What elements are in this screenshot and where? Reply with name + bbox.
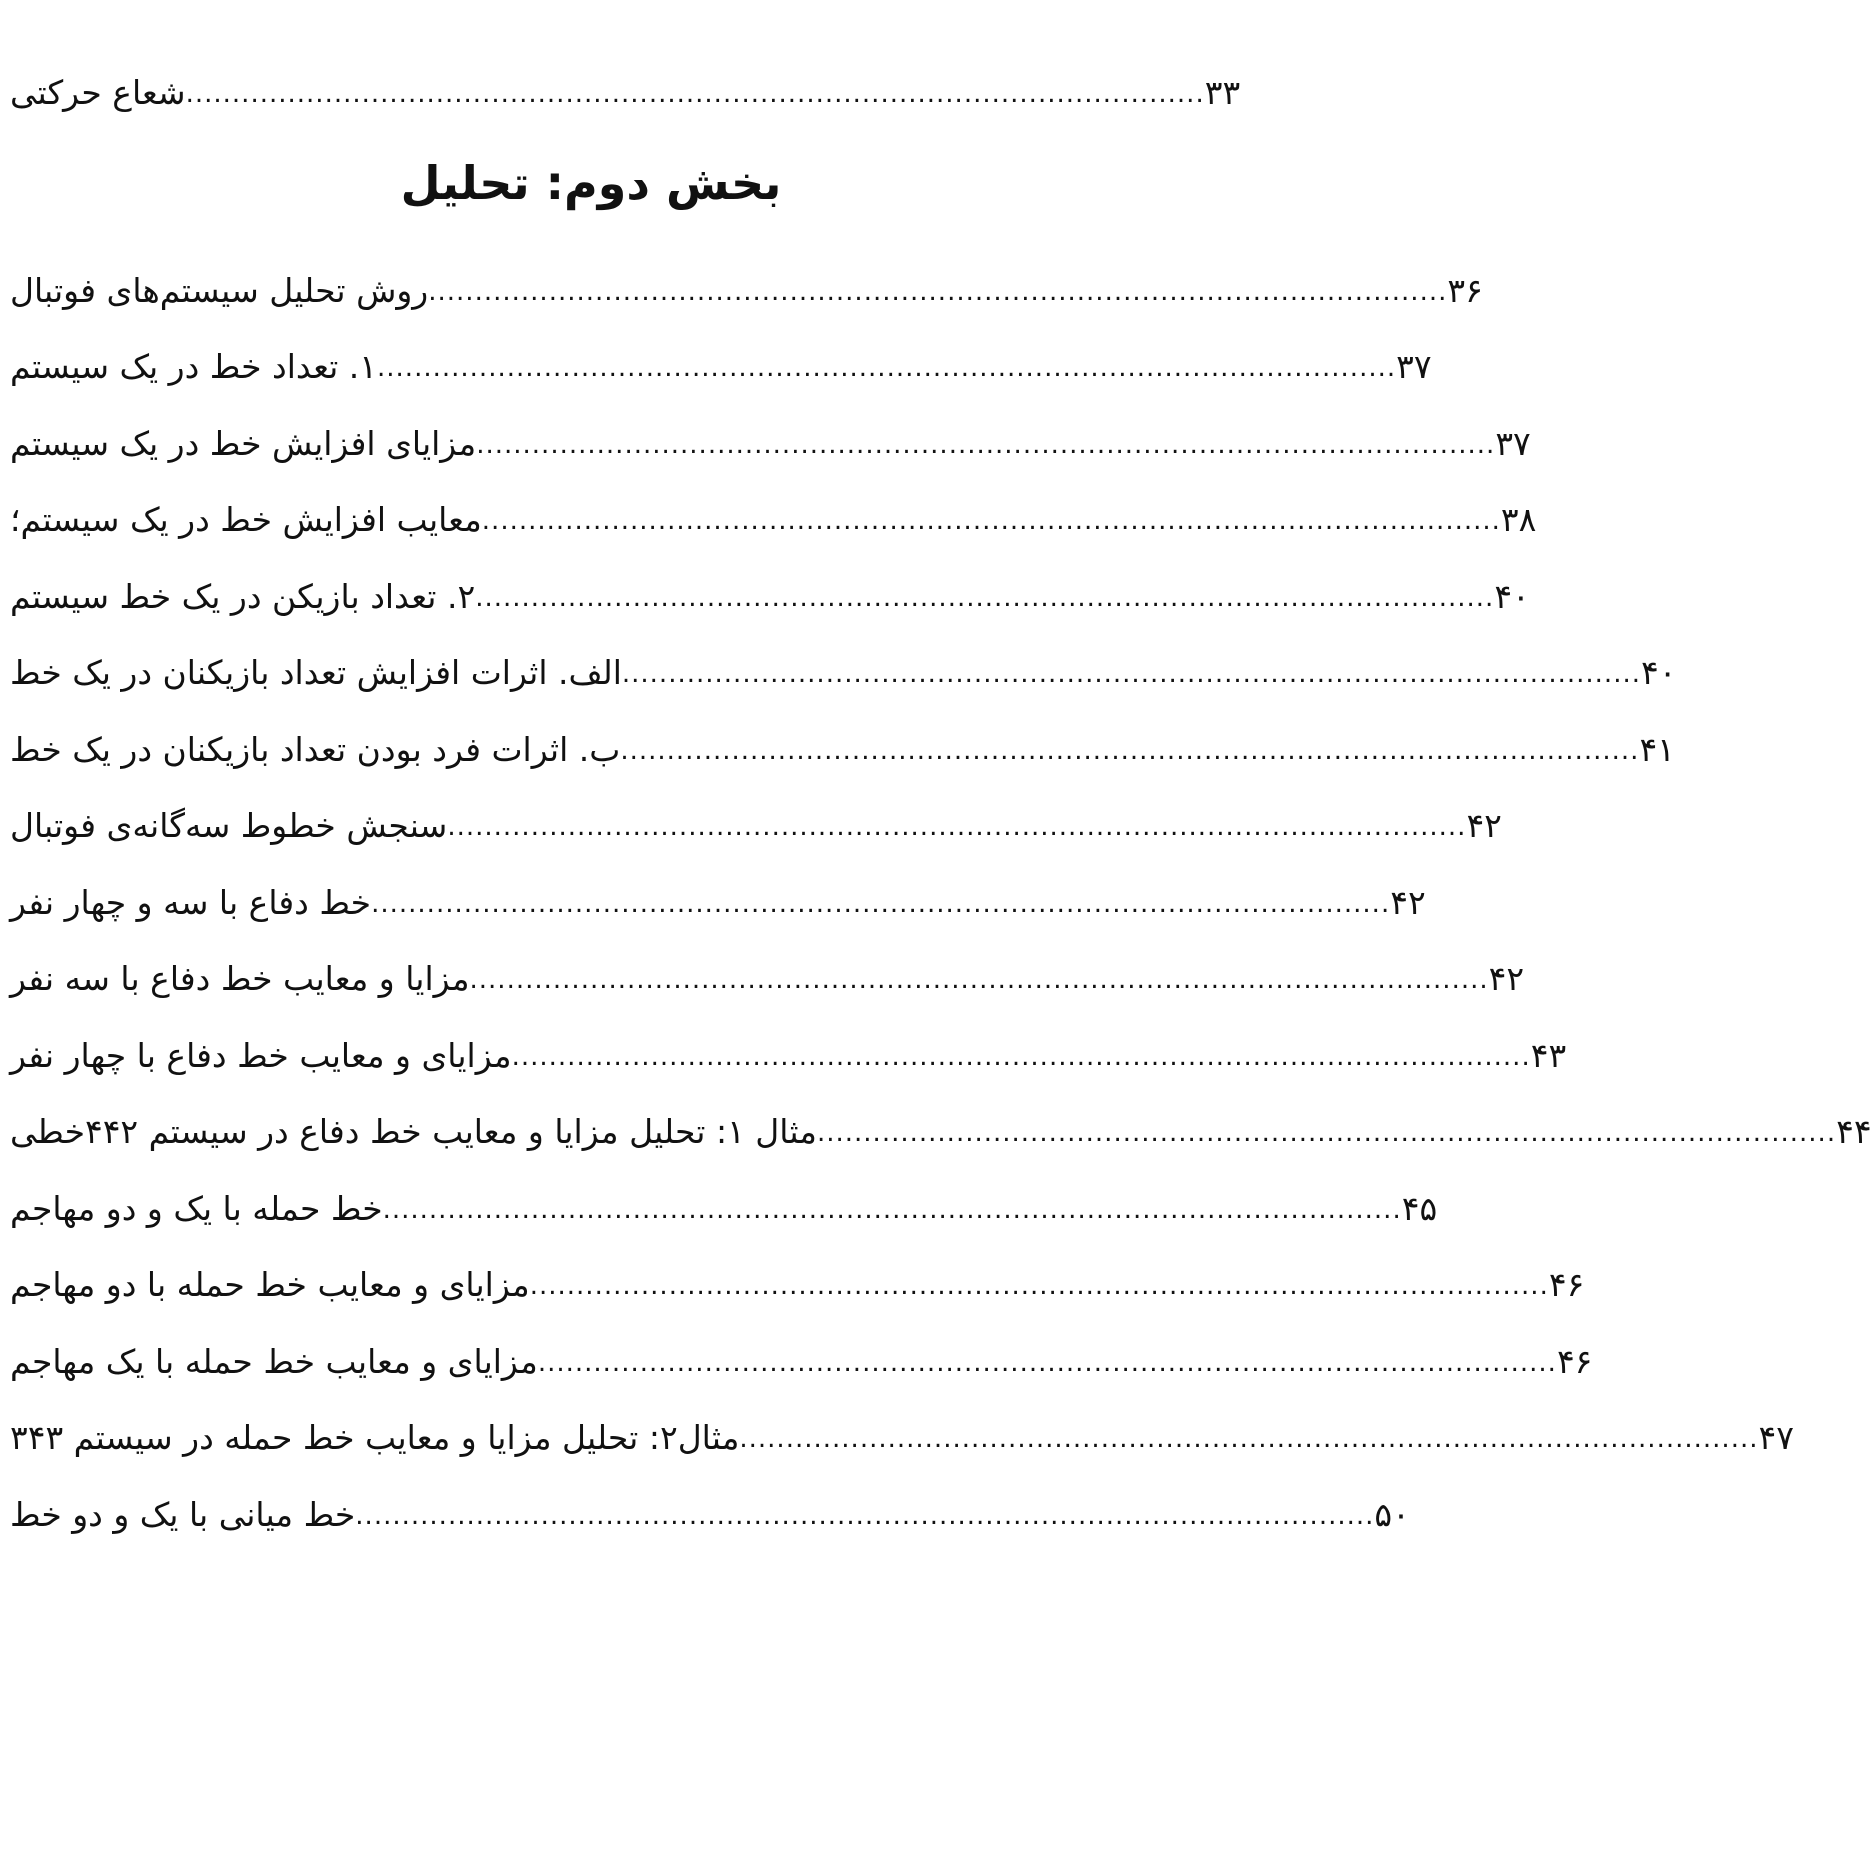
toc-entry-title: معایب افزایش خط در یک سیستم؛: [10, 500, 482, 539]
toc-entry: [10, 1085, 1872, 1155]
toc-dot-leader: ..............................................................................................................: [529, 1271, 1549, 1301]
toc-entry-page: ۴۶: [1548, 1265, 1585, 1304]
toc-dot-leader: ..............................................................................................................: [185, 79, 1205, 109]
toc-entry-title: شعاع حرکتی: [10, 73, 186, 112]
toc-entry-page: ۴۰: [1641, 653, 1677, 692]
toc-entry: [10, 1238, 1585, 1308]
toc-dot-leader: ..............................................................................................................: [371, 889, 1391, 919]
toc-entry-title: الف. اثرات افزایش تعداد بازیکنان در یک خط: [10, 653, 622, 692]
toc-entry: [10, 1009, 1567, 1079]
toc-entry-title: روش تحلیل سیستم‌های فوتبال: [10, 271, 429, 310]
toc-entry-title: ب. اثرات فرد بودن تعداد بازیکنان در یک خط: [10, 730, 621, 769]
toc-entry: [10, 856, 1426, 926]
toc-entry: [10, 626, 1677, 696]
toc-dot-leader: ..............................................................................................................: [481, 506, 1501, 536]
toc-entry-page: ۳۷: [1495, 424, 1531, 463]
toc-entry-page: ۴۱: [1639, 730, 1675, 769]
toc-entry-title: ۱. تعداد خط در یک سیستم: [10, 347, 378, 386]
toc-entry-page: ۳۸: [1500, 500, 1537, 539]
toc-entry: [10, 779, 1502, 849]
toc-dot-leader: ..............................................................................................................: [620, 736, 1640, 766]
toc-entry-page: ۳۳: [1204, 73, 1241, 112]
toc-dot-leader: ..............................................................................................................: [355, 1501, 1375, 1531]
toc-entry-page: ۵۰: [1374, 1495, 1410, 1534]
toc-dot-leader: ..............................................................................................................: [428, 277, 1448, 307]
toc-entry-title: خط دفاع با سه و چهار نفر: [10, 883, 372, 922]
toc-entry: [10, 550, 1530, 620]
toc-entry: [10, 1315, 1593, 1385]
toc-dot-leader: ..............................................................................................................: [469, 965, 1489, 995]
toc-dot-leader: ..............................................................................................................: [382, 1195, 1402, 1225]
toc-entry-page: ۳۷: [1396, 347, 1432, 386]
toc-entry: [10, 1391, 1794, 1461]
toc-entry-title: مزایا و معایب خط دفاع با سه نفر: [10, 959, 470, 998]
toc-entry-first: [10, 46, 1241, 116]
toc-entry-page: ۴۲: [1390, 883, 1426, 922]
toc-entry: [10, 932, 1525, 1002]
section-heading: بخش دوم: تحلیل: [400, 156, 782, 210]
toc-entry: [10, 320, 1432, 390]
toc-entry-title: مزایای افزایش خط در یک سیستم: [10, 424, 477, 463]
toc-entry: [10, 703, 1675, 773]
toc-entry-title: سنجش خطوط سه‌گانه‌ی فوتبال: [10, 806, 448, 845]
toc-entry-title: مزایای و معایب خط دفاع با چهار نفر: [10, 1036, 512, 1075]
toc-entry-page: ۳۶: [1447, 271, 1483, 310]
toc-dot-leader: ..............................................................................................................: [377, 353, 1397, 383]
toc-entry: [10, 244, 1483, 314]
toc-dot-leader: ..............................................................................................................: [621, 659, 1641, 689]
toc-dot-leader: ..............................................................................................................: [739, 1424, 1759, 1454]
toc-dot-leader: ..............................................................................................................: [816, 1118, 1837, 1148]
toc-entry-title: خط میانی با یک و دو خط: [10, 1495, 356, 1534]
toc-dot-leader: ..............................................................................................................: [537, 1348, 1557, 1378]
toc-dot-leader: ..............................................................................................................: [511, 1042, 1531, 1072]
toc-entry-page: ۴۲: [1466, 806, 1502, 845]
toc-dot-leader: ..............................................................................................................: [476, 430, 1496, 460]
toc-entry-page: ۴۲: [1488, 959, 1525, 998]
toc-entry: [10, 397, 1531, 467]
toc-entry-page: ۴۰: [1494, 577, 1530, 616]
toc-entry-title: مزایای و معایب خط حمله با دو مهاجم: [10, 1265, 530, 1304]
toc-entry-page: ۴۳: [1530, 1036, 1567, 1075]
toc-entry-title: مثال۲: تحلیل مزایا و معایب خط حمله در سیستم ۳۴۳: [10, 1418, 740, 1457]
toc-entry-page: ۴۵: [1401, 1189, 1438, 1228]
toc-entry-page: ۴۴: [1836, 1112, 1872, 1151]
toc-entry-title: خط حمله با یک و دو مهاجم: [10, 1189, 383, 1228]
toc-entry-title: مثال ۱: تحلیل مزایا و معایب خط دفاع در سیستم ۴۴۲خطی: [10, 1112, 817, 1151]
toc-entry-title: مزایای و معایب خط حمله با یک مهاجم: [10, 1342, 538, 1381]
toc-entry-page: ۴۷: [1758, 1418, 1794, 1457]
toc-entry-page: ۴۶: [1556, 1342, 1593, 1381]
toc-dot-leader: ..............................................................................................................: [447, 812, 1467, 842]
toc-dot-leader: ..............................................................................................................: [475, 583, 1495, 613]
toc-entry-title: ۲. تعداد بازیکن در یک خط سیستم: [10, 577, 476, 616]
toc-entry: [10, 1468, 1410, 1538]
toc-entry: [10, 1162, 1438, 1232]
toc-entry: [10, 473, 1537, 543]
